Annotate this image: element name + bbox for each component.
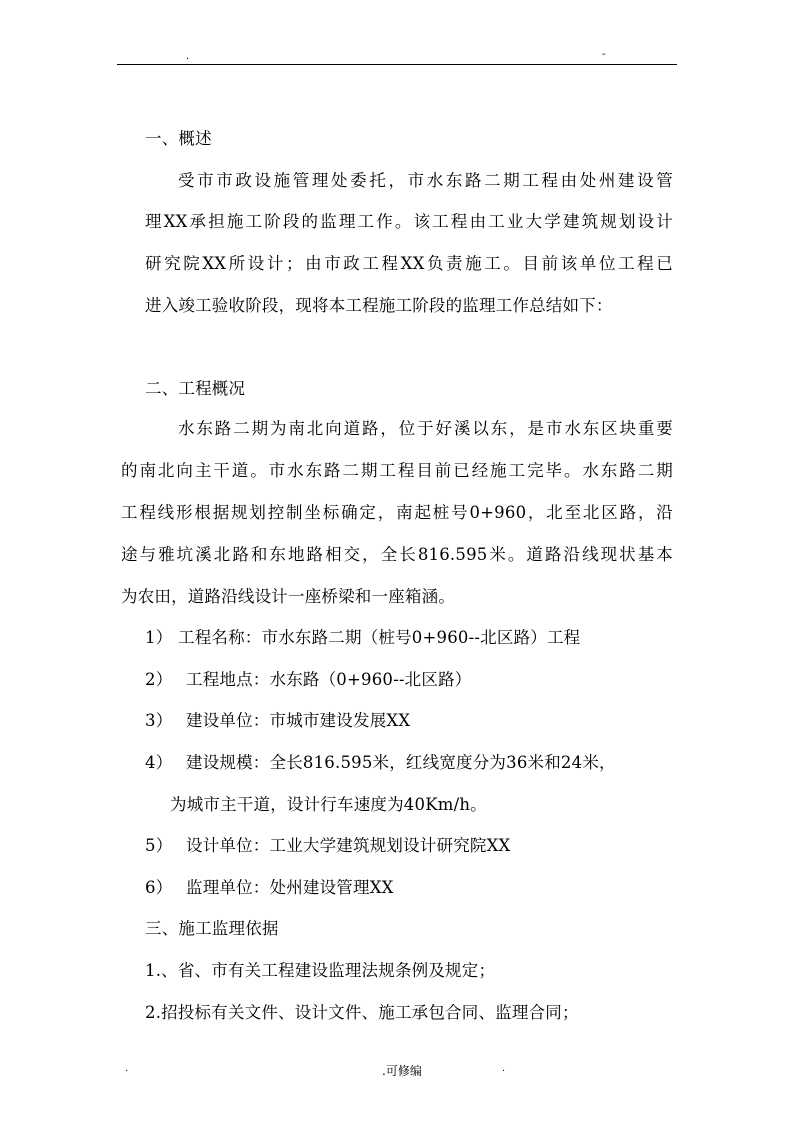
header-left-mark: . bbox=[186, 51, 190, 62]
section-heading-project: 二、工程概况 bbox=[145, 379, 246, 398]
project-line-3: 工程线形根据规划控制坐标确定，南起桩号0+960，北至北区路，沿 bbox=[121, 503, 673, 522]
section-heading-overview: 一、概述 bbox=[145, 129, 212, 148]
header-rule bbox=[117, 64, 677, 65]
item-number: 4） bbox=[145, 753, 173, 772]
item-number: 5） bbox=[145, 836, 173, 855]
basis-line-2: 2.招投标有关文件、设计文件、施工承包合同、监理合同； bbox=[145, 1003, 579, 1022]
footer-right-mark: . bbox=[502, 1063, 506, 1074]
item-text: 工程名称：市水东路二期（桩号0+960--北区路）工程 bbox=[178, 628, 581, 647]
item-text: 建设规模：全长816.595米，红线宽度分为36米和24米， bbox=[186, 753, 616, 772]
project-line-4: 途与雅坑溪北路和东地路相交，全长816.595米。道路沿线现状基本 bbox=[121, 545, 673, 564]
item-text: 设计单位：工业大学建筑规划设计研究院XX bbox=[186, 836, 511, 855]
item-number: 1） bbox=[145, 628, 173, 647]
footer-center-text: .可修编 bbox=[382, 1064, 422, 1078]
item-number: 2） bbox=[145, 670, 173, 689]
header-right-mark: - bbox=[602, 49, 606, 60]
overview-line-1: 受市市政设施管理处委托，市水东路二期工程由处州建设管 bbox=[178, 171, 673, 190]
overview-line-3: 研究院XX所设计；由市政工程XX负责施工。目前该单位工程已 bbox=[145, 254, 673, 273]
section-heading-basis: 三、施工监理依据 bbox=[145, 919, 279, 938]
item-text: 工程地点：水东路（0+960--北区路） bbox=[186, 670, 472, 689]
footer-left-mark: . bbox=[125, 1063, 129, 1074]
item-text: 监理单位：处州建设管理XX bbox=[186, 878, 394, 897]
basis-line-1: 1.、省、市有关工程建设监理法规条例及规定； bbox=[145, 961, 496, 980]
item-text: 建设单位：市城市建设发展XX bbox=[186, 711, 411, 730]
project-line-5: 为农田，道路沿线设计一座桥梁和一座箱涵。 bbox=[121, 587, 455, 606]
overview-line-2: 理XX承担施工阶段的监理工作。该工程由工业大学建筑规划设计 bbox=[145, 212, 673, 231]
item-number: 6） bbox=[145, 878, 173, 897]
project-line-2: 的南北向主干道。市水东路二期工程目前已经施工完毕。水东路二期 bbox=[121, 461, 673, 480]
project-line-1: 水东路二期为南北向道路，位于好溪以东，是市水东区块重要 bbox=[178, 419, 673, 438]
overview-line-4: 进入竣工验收阶段，现将本工程施工阶段的监理工作总结如下： bbox=[145, 296, 613, 315]
item-number: 3） bbox=[145, 711, 173, 730]
item-text-continued: 为城市主干道，设计行车速度为40Km/h。 bbox=[170, 795, 487, 814]
